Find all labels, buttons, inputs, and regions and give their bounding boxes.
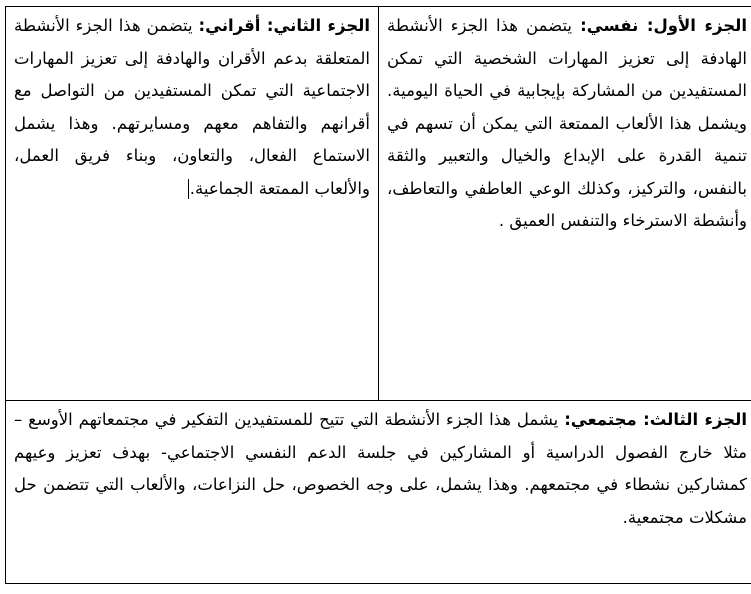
part3-text: يشمل هذا الجزء الأنشطة التي تتيح للمستفيدين التفكير في مجتمعاتهم الأوسع – مثلا خارج الفصول الدراسية أو المشاركين في جلسة الدعم النفسي الاجتماعي- بهدف تعزيز وعيهم كمشاركين نشطاء في مجتمعهم. وهذا يشمل، على وجه الخصوص، حل النزاعات، والألعاب التي تتضمن حل مشكلات مجتمعية. — [14, 410, 747, 527]
part1-text: يتضمن هذا الجزء الأنشطة الهادفة إلى تعزيز المهارات الشخصية التي تمكن المستفيدين من المشاركة بإيجابية في الحياة اليومية. ويشمل هذا الألعاب الممتعة التي يمكن أن تسهم في تنمية القدرة على الإبداع والخيال والتعبير والثقة بالنفس، والتركيز، وكذلك الوعي العاطفي والتعاطف، وأنشطة الاسترخاء والتنفس العميق . — [387, 16, 747, 230]
part3-paragraph — [14, 401, 747, 534]
table-row — [6, 7, 751, 401]
part1-cell — [379, 7, 751, 401]
part3-heading: الجزء الثالث: مجتمعي: — [564, 410, 747, 429]
text-cursor — [188, 179, 189, 199]
content-table — [5, 6, 751, 584]
part2-cell[interactable] — [6, 7, 379, 401]
part2-heading: الجزء الثاني: أقراني: — [198, 16, 370, 35]
table-row — [6, 401, 751, 584]
part1-heading: الجزء الأول: نفسي: — [580, 16, 747, 35]
part3-cell — [6, 401, 751, 584]
part1-paragraph — [387, 7, 747, 238]
part2-paragraph — [14, 7, 370, 205]
part2-text: يتضمن هذا الجزء الأنشطة المتعلقة بدعم الأقران والهادفة إلى تعزيز المهارات الاجتماعية التي تمكن المستفيدين من التواصل مع أقرانهم والتفاهم معهم ومسايرتهم. وهذا يشمل الاستماع الفعال، والتعاون، وبناء فريق العمل، والألعاب الممتعة الجماعية. — [14, 16, 370, 198]
